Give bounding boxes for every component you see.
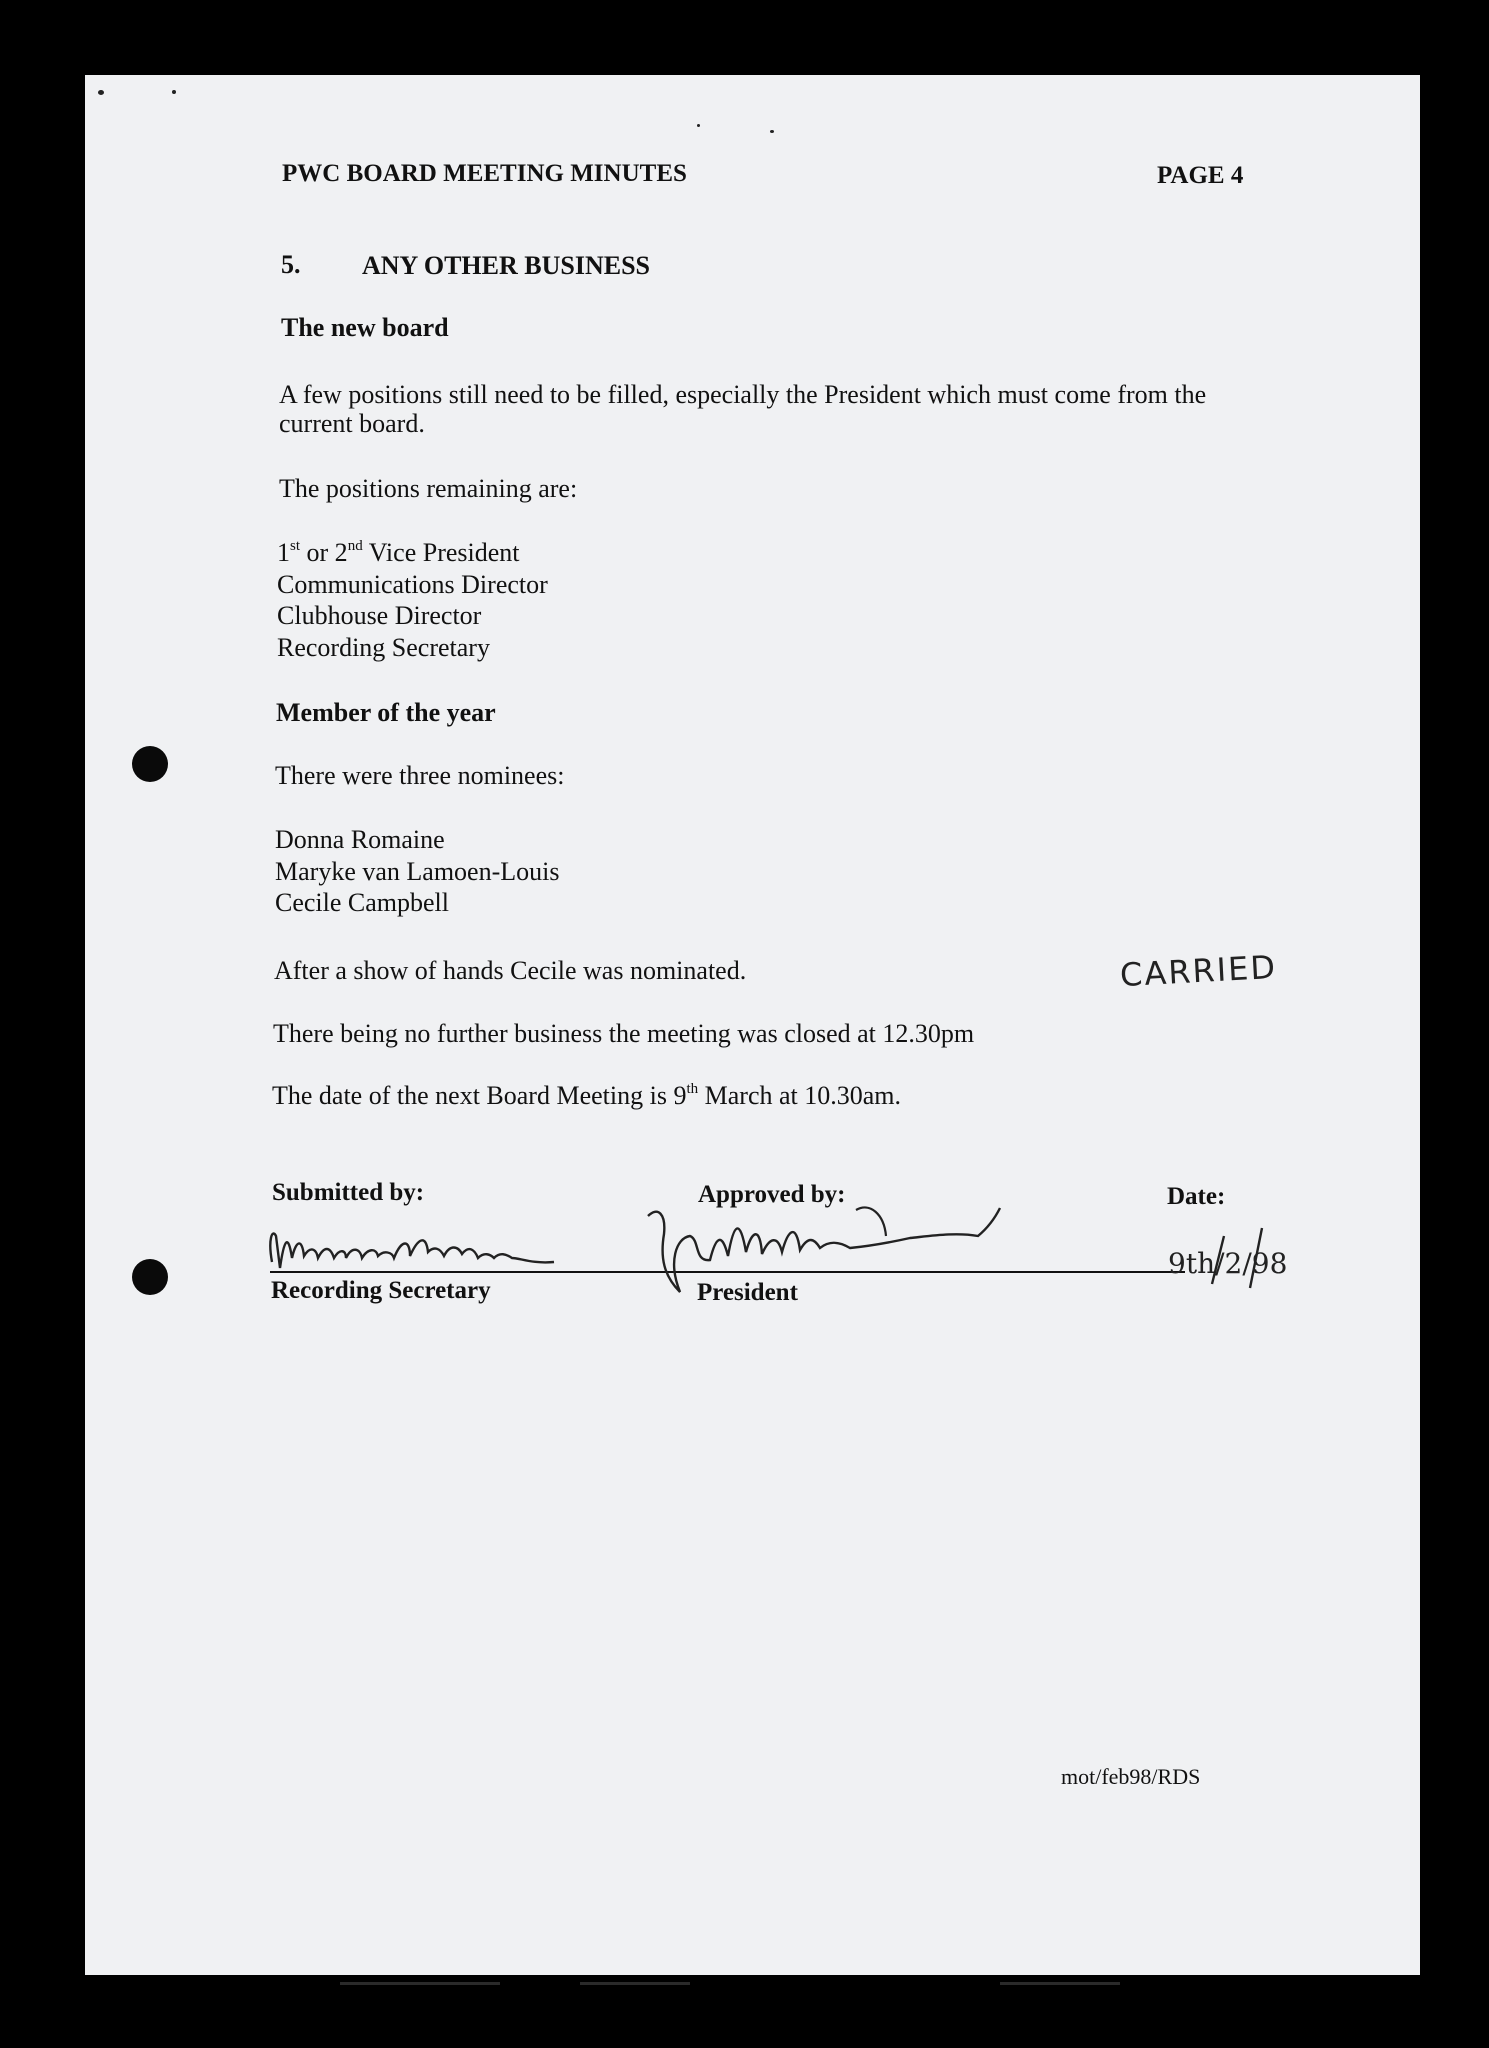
section-number: 5. xyxy=(281,250,301,279)
approved-by-label: Approved by: xyxy=(698,1181,846,1208)
subheading-member-of-year: Member of the year xyxy=(276,698,496,727)
nominees-intro: There were three nominees: xyxy=(275,761,565,790)
handwritten-date: 9th/2/98 xyxy=(1168,1247,1288,1280)
date-label: Date: xyxy=(1167,1183,1226,1210)
approved-role: President xyxy=(697,1279,798,1306)
closing-statement: There being no further business the meeting was closed at 12.30pm xyxy=(273,1019,975,1048)
document-title: PWC BOARD MEETING MINUTES xyxy=(282,160,687,187)
document-reference: mot/feb98/RDS xyxy=(1061,1764,1201,1789)
page-number: PAGE 4 xyxy=(1157,162,1244,189)
positions-intro: The positions remaining are: xyxy=(279,474,578,503)
position-recording: Recording Secretary xyxy=(277,633,490,662)
position-communications: Communications Director xyxy=(277,570,548,599)
submitted-role: Recording Secretary xyxy=(271,1277,491,1304)
section-title: ANY OTHER BUSINESS xyxy=(362,251,651,280)
nominee: Donna Romaine xyxy=(275,825,445,854)
signature-flourish xyxy=(856,1208,886,1236)
position-vice-president: 1st or 2nd Vice President xyxy=(277,538,520,567)
handwritten-carried: CARRIED xyxy=(1119,947,1278,995)
next-meeting: The date of the next Board Meeting is 9th March at 10.30am. xyxy=(272,1081,902,1110)
paragraph-line: current board. xyxy=(279,409,425,438)
nominee: Cecile Campbell xyxy=(275,888,450,917)
vote-result: After a show of hands Cecile was nominated. xyxy=(274,956,747,985)
paragraph-line: A few positions still need to be filled, especially the President which must come from the xyxy=(279,380,1207,409)
submitted-by-label: Submitted by: xyxy=(272,1179,425,1206)
nominee: Maryke van Lamoen-Louis xyxy=(275,857,560,886)
subheading-new-board: The new board xyxy=(281,313,449,342)
position-clubhouse: Clubhouse Director xyxy=(277,601,482,630)
